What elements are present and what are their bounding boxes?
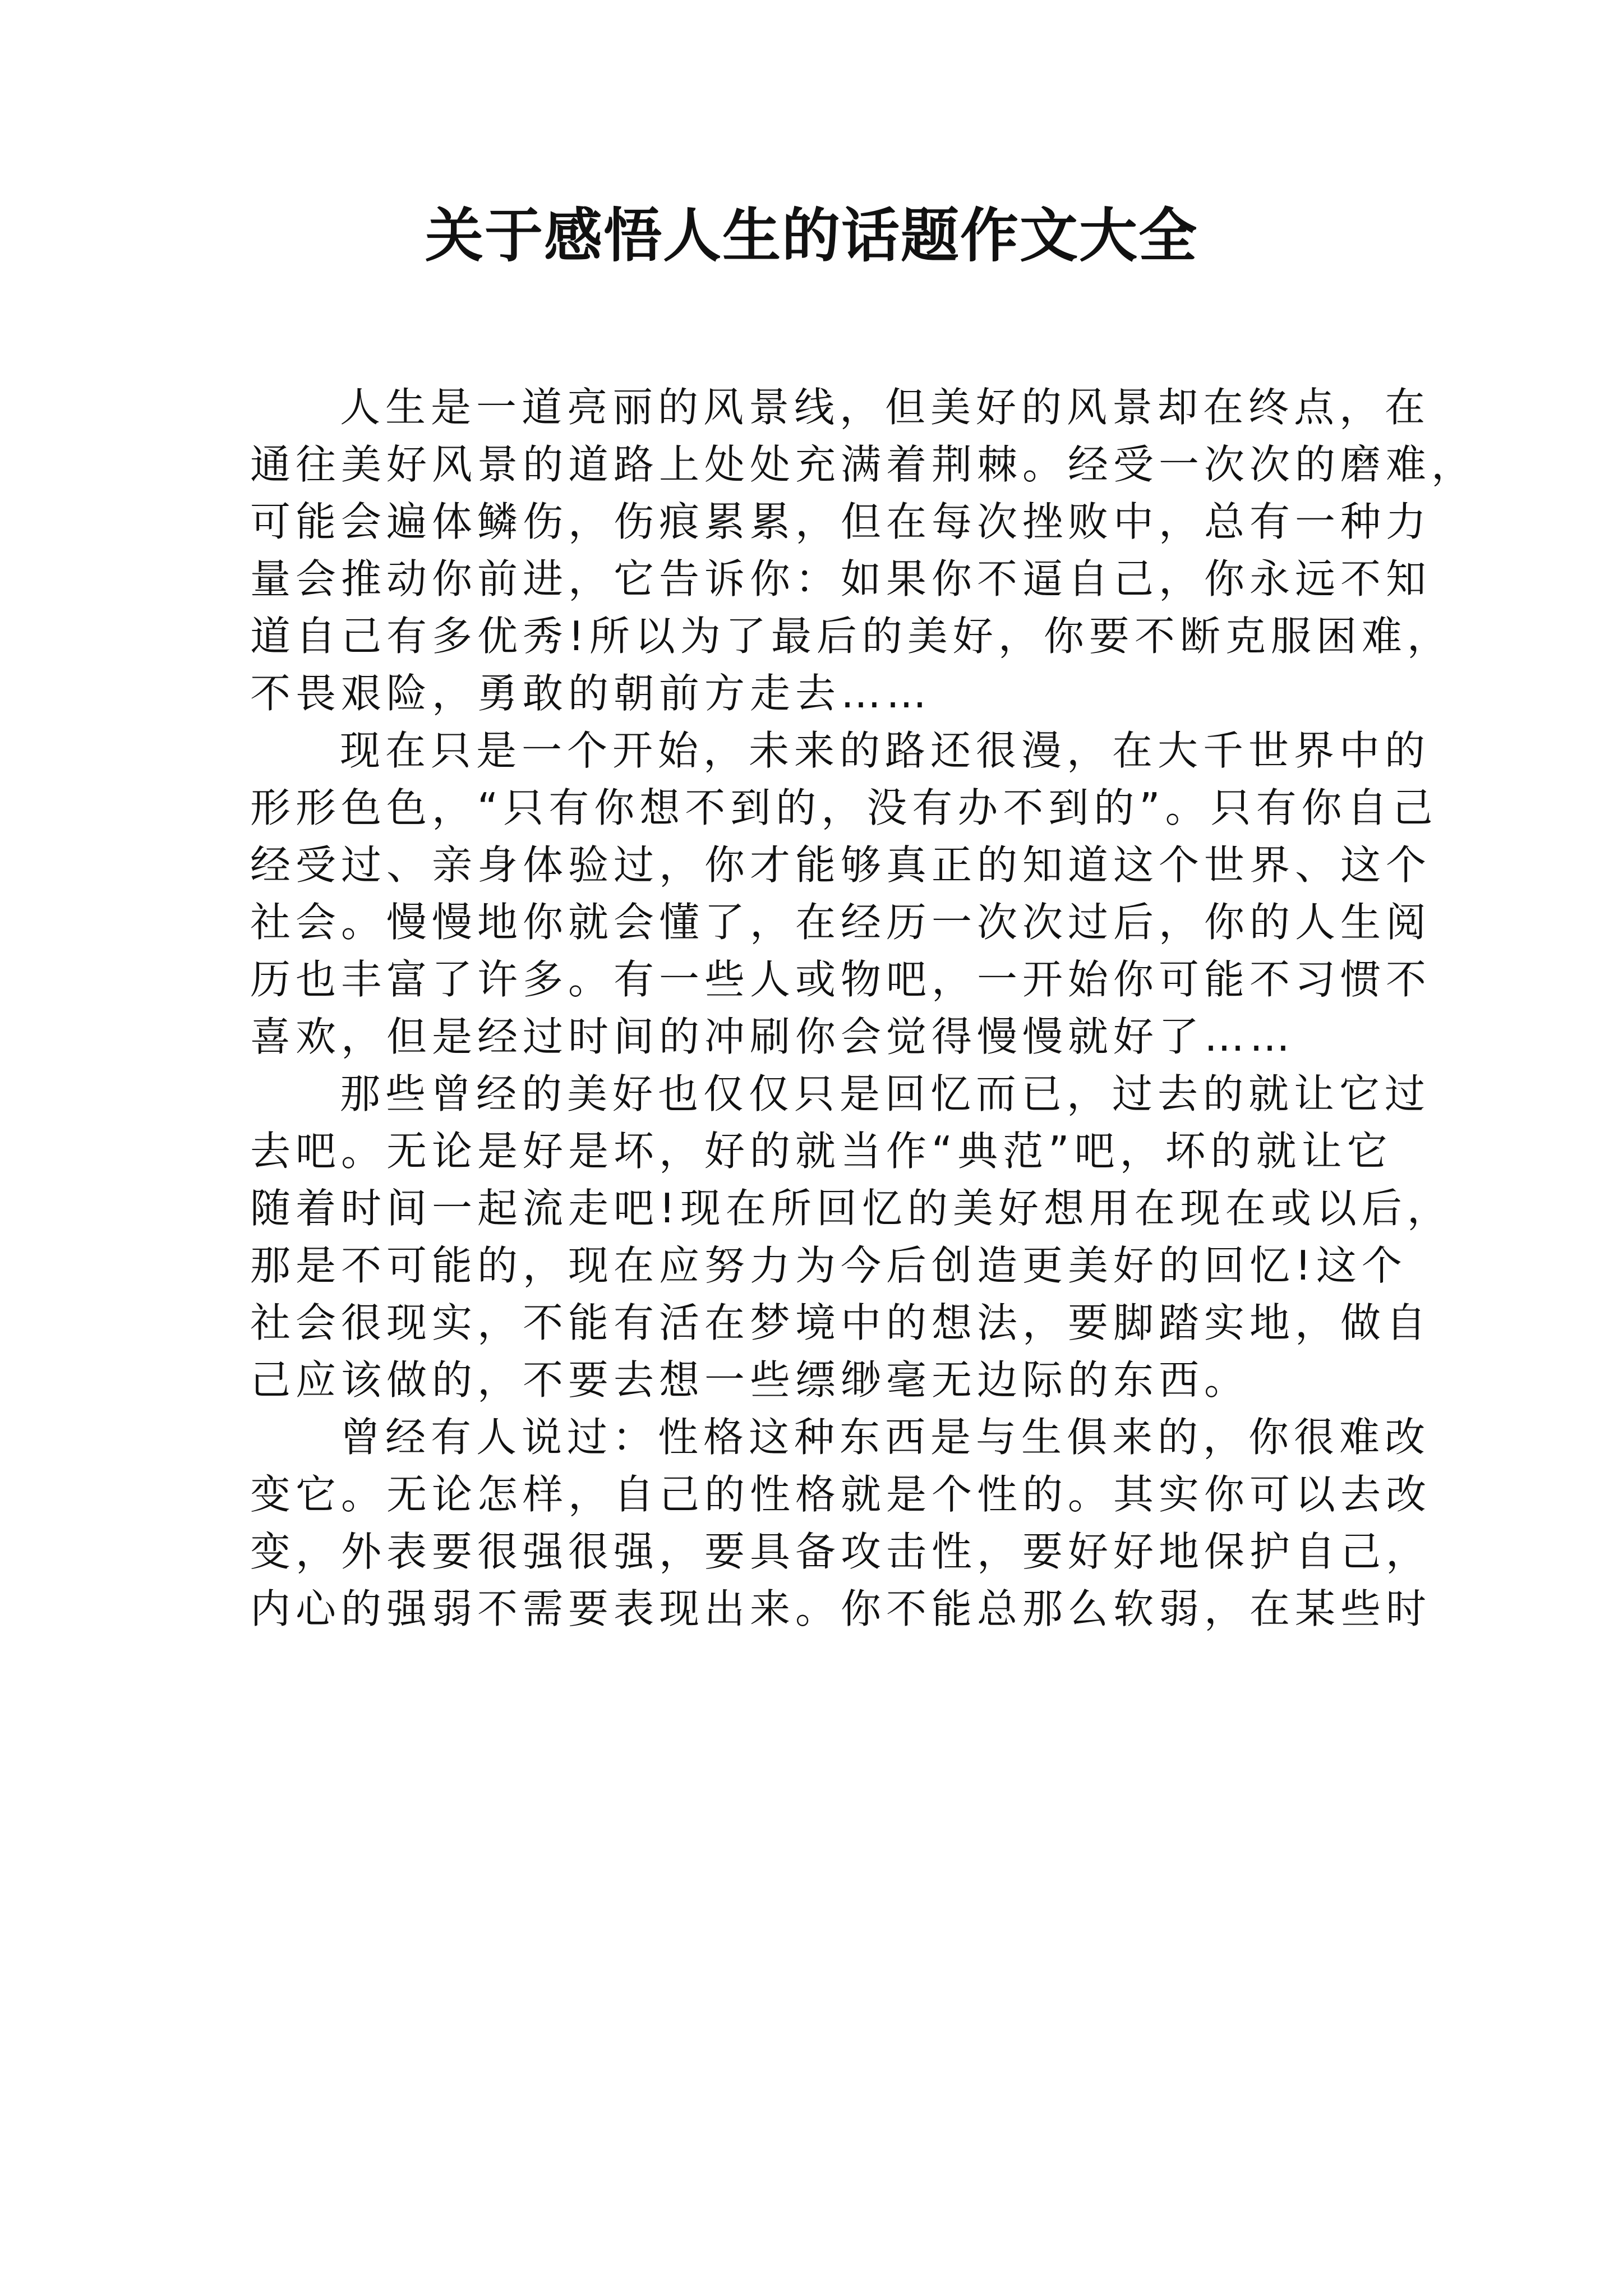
text-line: 不畏艰险，勇敢的朝前方走去…… — [250, 670, 932, 717]
text-line: 变它。无论怎样，自己的性格就是个性的。其实你可以去改 — [250, 1471, 1432, 1518]
text-line: 喜欢，但是经过时间的冲刷你会觉得慢慢就好了…… — [250, 1013, 1295, 1060]
text-line: 经受过、亲身体验过，你才能够真正的知道这个世界、这个 — [250, 841, 1432, 889]
document-body — [250, 379, 1477, 1637]
text-line: 形形色色，“只有你想不到的，没有办不到的”。只有你自己 — [250, 784, 1438, 831]
paragraph-3 — [250, 1065, 1453, 1409]
paragraph-2 — [250, 722, 1438, 1065]
document-title: 关于感悟人生的话题作文大全 — [425, 201, 1198, 270]
text-line: 社会。慢慢地你就会懂了，在经历一次次过后，你的人生阅 — [250, 899, 1432, 946]
text-line: 己应该做的，不要去想一些缥缈毫无边际的东西。 — [250, 1356, 1250, 1404]
text-line: 道自己有多优秀!所以为了最后的美好，你要不断克服困难， — [250, 613, 1453, 660]
text-line: 去吧。无论是好是坏，好的就当作“典范”吧，坏的就让它 — [250, 1128, 1393, 1175]
text-line: 通往美好风景的道路上处处充满着荆棘。经受一次次的磨难， — [250, 441, 1477, 488]
paragraph-1 — [250, 379, 1477, 722]
text-line: 曾经有人说过：性格这种东西是与生俱来的，你很难改 — [340, 1414, 1431, 1461]
text-line: 变，外表要很强很强，要具备攻击性，要好好地保护自己， — [250, 1528, 1432, 1575]
text-line: 社会很现实，不能有活在梦境中的想法，要脚踏实地，做自 — [250, 1299, 1432, 1346]
text-line: 量会推动你前进，它告诉你：如果你不逼自己，你永远不知 — [250, 555, 1432, 602]
text-line: 内心的强弱不需要表现出来。你不能总那么软弱，在某些时 — [250, 1585, 1432, 1632]
text-line: 那是不可能的，现在应努力为今后创造更美好的回忆!这个 — [250, 1242, 1407, 1289]
text-line: 历也丰富了许多。有一些人或物吧，一开始你可能不习惯不 — [250, 956, 1432, 1003]
paragraph-4 — [250, 1409, 1432, 1637]
text-line: 那些曾经的美好也仅仅只是回忆而已，过去的就让它过 — [340, 1070, 1431, 1117]
text-line: 人生是一道亮丽的风景线，但美好的风景却在终点，在 — [340, 384, 1431, 431]
text-line: 可能会遍体鳞伤，伤痕累累，但在每次挫败中，总有一种力 — [250, 498, 1432, 545]
text-line: 现在只是一个开始，未来的路还很漫，在大千世界中的 — [340, 727, 1431, 774]
text-line: 随着时间一起流走吧!现在所回忆的美好想用在现在或以后， — [250, 1185, 1453, 1232]
